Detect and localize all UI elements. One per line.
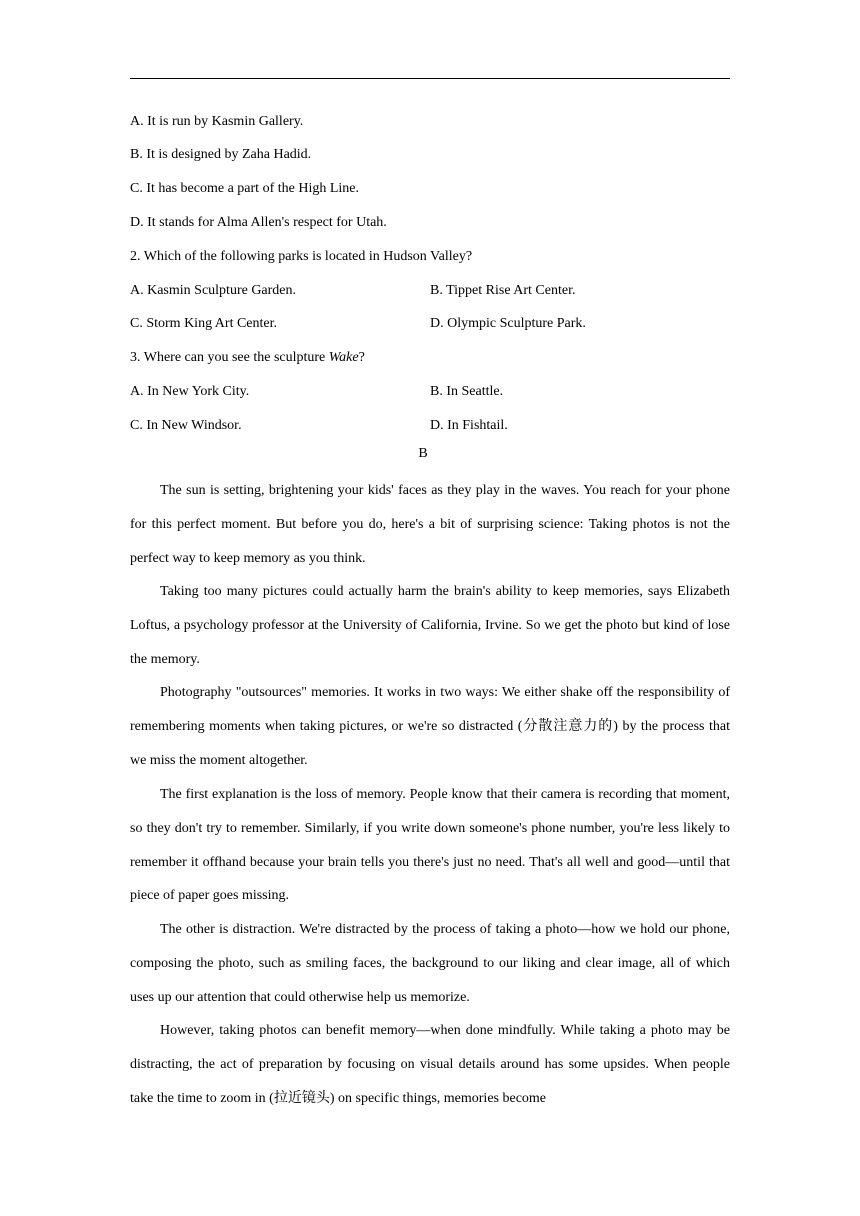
section-letter-b: B [418,446,428,461]
q3-question-suffix: ? [358,350,365,365]
paragraph-6-text-2: ) on specific things, memories become [329,1090,547,1106]
q1-option-a: A. It is run by Kasmin Gallery. [130,114,304,129]
paragraph-3-chinese-gloss: 分散注意力的 [522,717,614,734]
q1-option-c: C. It has become a part of the High Line. [130,181,359,196]
q3-question-prefix: 3. Where can you see the sculpture [130,350,329,365]
paragraph-3-text-2: ) by the process that we miss the moment altogether. [130,718,730,768]
q2-option-a: A. Kasmin Sculpture Garden. [130,283,297,298]
q1-option-d: D. It stands for Alma Allen's respect for Utah. [130,215,387,230]
paragraph-3-text-1: Photography "outsources" memories. It works in two ways: We either shake off the responsibility of remembering moments when taking pictures, or we're so distracted ( [130,685,730,734]
q3-option-b: B. In Seattle. [430,384,504,399]
paragraph-4: The first explanation is the loss of memory. People know that their camera is recording that moment, so they don't try to remember. Similarly, if you write down someone's phone number, you're less likely to remember it offhand because your brain tells you there's just no need. That's all well and good—until that piece of paper goes missing. [130,787,730,904]
q2-option-d: D. Olympic Sculpture Park. [430,316,586,331]
paragraph-1: The sun is setting, brightening your kids' faces as they play in the waves. You reach for your phone for this perfect moment. But before you do, here's a bit of surprising science: Taking photos is not the perfect way to keep memory as you think. [130,483,730,566]
q2-question: 2. Which of the following parks is located in Hudson Valley? [130,249,473,264]
q2-option-c: C. Storm King Art Center. [130,316,277,331]
q3-question [130,349,365,367]
header-rule [130,78,730,79]
q3-option-d: D. In Fishtail. [430,418,508,433]
paragraph-6-chinese-gloss: 拉近镜头 [273,1089,330,1106]
q3-option-a: A. In New York City. [130,384,250,399]
paragraph-6-text-1: However, taking photos can benefit memory—when done mindfully. While taking a photo may be distracting, the act of preparation by focusing on visual details around has some upsides. When people take the time to zoom in ( [130,1023,730,1106]
q1-option-b: B. It is designed by Zaha Hadid. [130,147,312,162]
paragraph-5: The other is distraction. We're distracted by the process of taking a photo—how we hold our phone, composing the photo, such as smiling faces, the background to our liking and clear image, all of which uses up our attention that could otherwise help us memorize. [130,922,730,1005]
paragraph-3 [130,676,730,777]
q2-option-b: B. Tippet Rise Art Center. [430,283,576,298]
paragraph-2: Taking too many pictures could actually harm the brain's ability to keep memories, says Elizabeth Loftus, a psychology professor at the University of California, Irvine. So we get the photo but kind of lose the memory. [130,584,730,667]
q3-question-italic: Wake [328,350,359,365]
q3-option-c: C. In New Windsor. [130,418,242,433]
paragraph-6 [130,1014,730,1115]
